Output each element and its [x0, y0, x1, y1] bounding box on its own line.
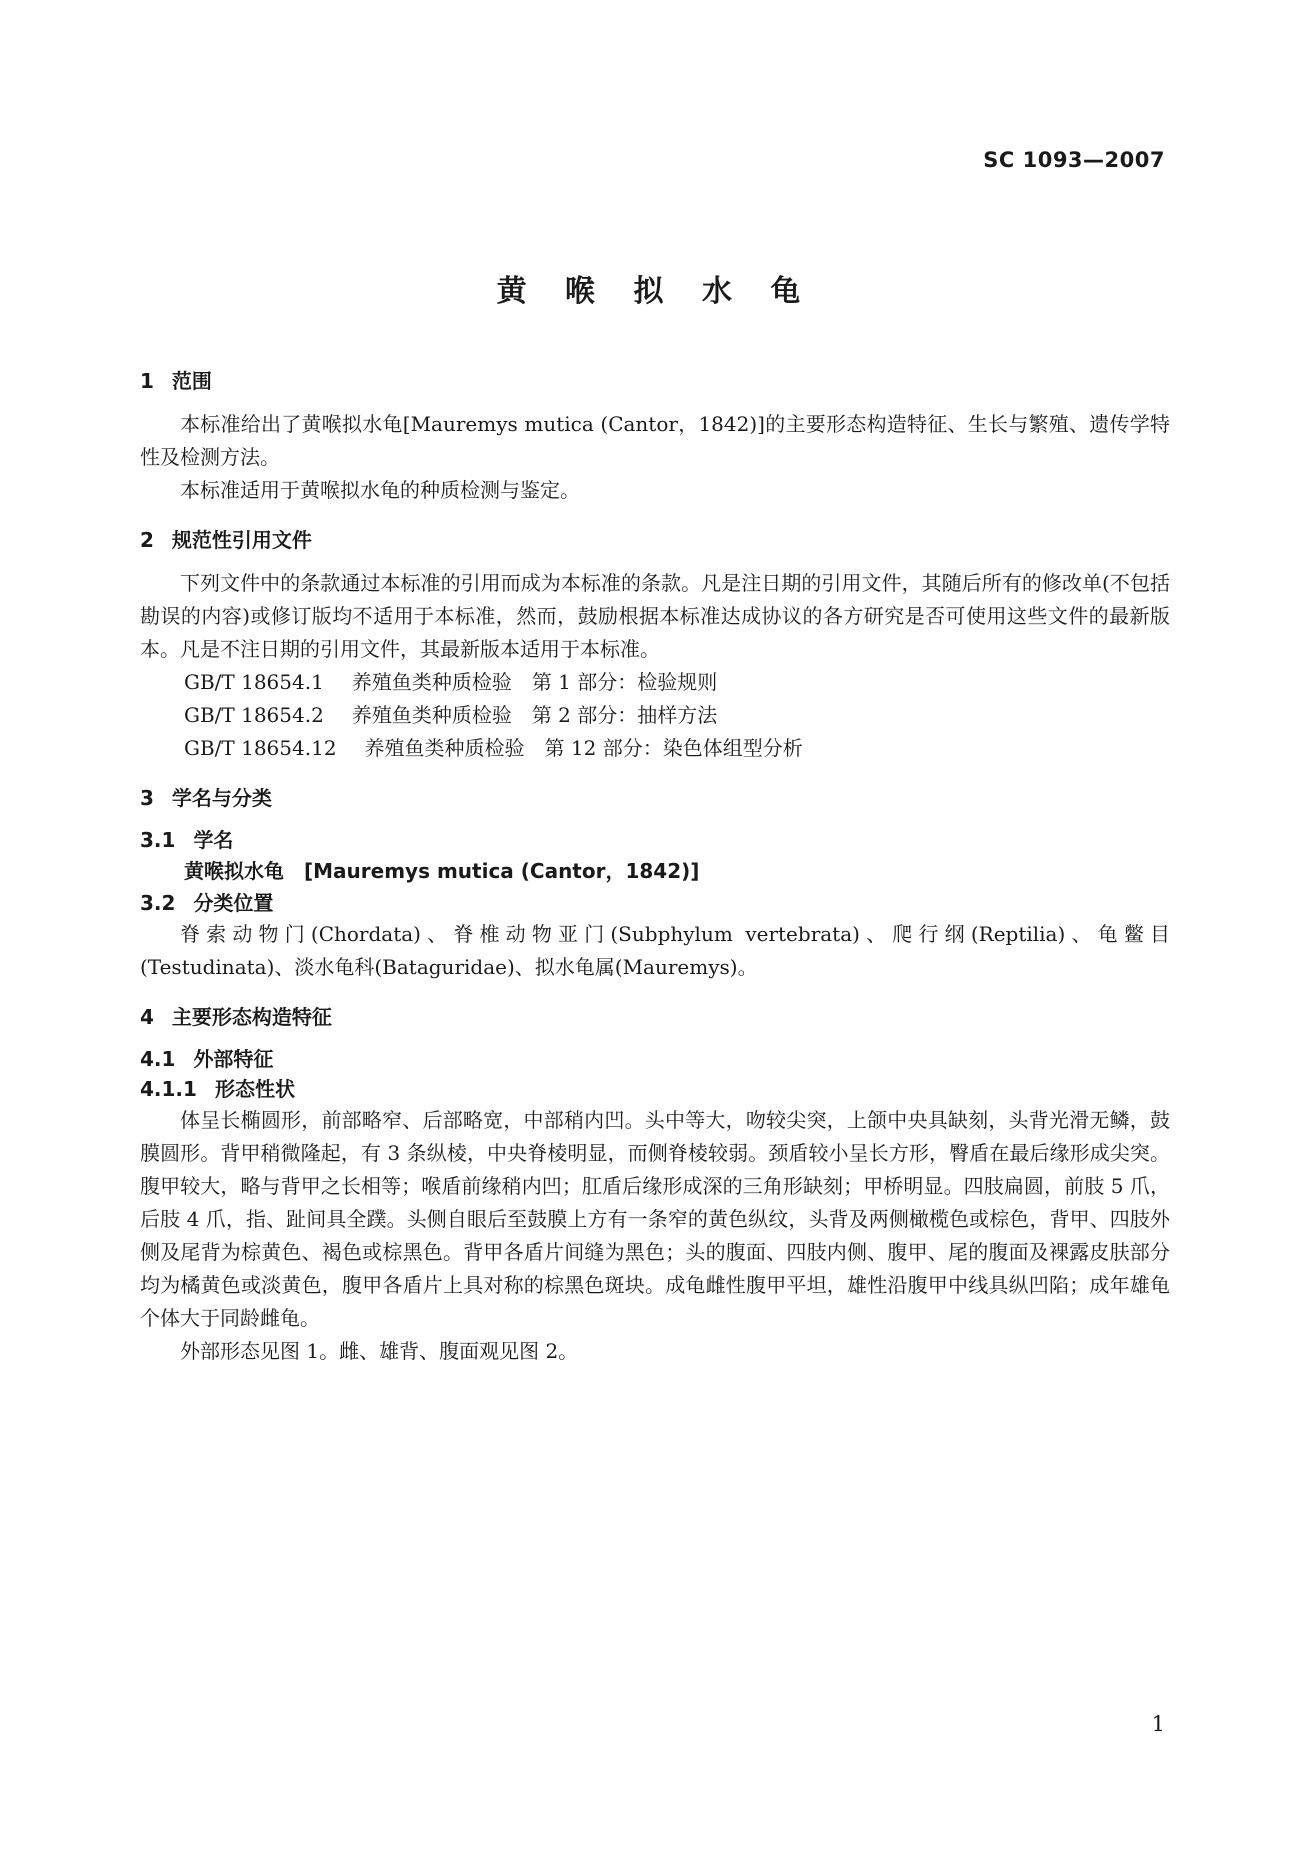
- scientific-name: 黄喉拟水龟 [Mauremys mutica (Cantor，1842)]: [184, 859, 700, 883]
- subsection-4-1-1-heading: [140, 1074, 1170, 1104]
- reference-title: 养殖鱼类种质检验 第 1 部分：检验规则: [351, 670, 718, 694]
- reference-item: [140, 732, 1170, 765]
- subsection-number: 3.1: [140, 828, 176, 852]
- reference-code: GB/T 18654.1: [184, 670, 324, 694]
- subsection-number: 4.1.1: [140, 1077, 197, 1101]
- reference-title: 养殖鱼类种质检验 第 12 部分：染色体组型分析: [364, 736, 803, 760]
- section-title: 学名与分类: [171, 786, 272, 810]
- section-number: 2: [140, 528, 154, 552]
- classification-paragraph: 脊索动物门(Chordata)、脊椎动物亚门(Subphylum vertebrata)、爬行纲(Reptilia)、龟鳖目(Testudinata)、淡水龟科(Bataguridae)、拟水龟属(Mauremys)。: [140, 922, 1170, 979]
- reference-title: 养殖鱼类种质检验 第 2 部分：抽样方法: [351, 703, 718, 727]
- subsection-title: 学名: [193, 828, 234, 852]
- section-4-heading: [140, 1002, 1170, 1032]
- subsection-3-1-heading: [140, 825, 1170, 855]
- section-title: 规范性引用文件: [171, 528, 312, 552]
- subsection-title: 外部特征: [193, 1047, 274, 1071]
- scope-paragraph-2: 本标准适用于黄喉拟水龟的种质检测与鉴定。: [180, 478, 580, 502]
- page-number: 1: [1151, 1712, 1165, 1736]
- reference-item: [140, 666, 1170, 699]
- document-body: [140, 366, 1170, 1368]
- section-title: 主要形态构造特征: [171, 1005, 332, 1029]
- section-number: 1: [140, 369, 154, 393]
- section-3-heading: [140, 783, 1170, 813]
- document-title: 黄 喉 拟 水 龟: [496, 274, 815, 309]
- section-number: 3: [140, 786, 154, 810]
- reference-item: [140, 699, 1170, 732]
- scope-paragraph-1: 本标准给出了黄喉拟水龟[Mauremys mutica (Cantor，1842)]的主要形态构造特征、生长与繁殖、遗传学特性及检测方法。: [140, 412, 1170, 469]
- figure-reference-paragraph: 外部形态见图 1。雌、雄背、腹面观见图 2。: [180, 1339, 579, 1363]
- subsection-title: 分类位置: [193, 891, 274, 915]
- subsection-number: 3.2: [140, 891, 176, 915]
- standard-code: SC 1093—2007: [983, 148, 1165, 172]
- normative-references-paragraph: 下列文件中的条款通过本标准的引用而成为本标准的条款。凡是注日期的引用文件，其随后所有的修改单(不包括勘误的内容)或修订版均不适用于本标准，然而，鼓励根据本标准达成协议的各方研究是否可使用这些文件的最新版本。凡是不注日期的引用文件，其最新版本适用于本标准。: [140, 571, 1170, 661]
- section-number: 4: [140, 1005, 154, 1029]
- reference-code: GB/T 18654.12: [184, 736, 337, 760]
- subsection-3-2-heading: [140, 888, 1170, 918]
- morphology-paragraph: 体呈长椭圆形，前部略窄、后部略宽，中部稍内凹。头中等大，吻较尖突，上颌中央具缺刻，头背光滑无鳞，鼓膜圆形。背甲稍微隆起，有 3 条纵棱，中央脊棱明显，而侧脊棱较弱。颈盾较小呈长方形，臀盾在最后缘形成尖突。腹甲较大，略与背甲之长相等；喉盾前缘稍内凹；肛盾后缘形成深的三角形缺刻；甲桥明显。四肢扁圆，前肢 5 爪，后肢 4 爪，指、趾间具全蹼。头侧自眼后至鼓膜上方有一条窄的黄色纵纹，头背及两侧橄榄色或棕色，背甲、四肢外侧及尾背为棕黄色、褐色或棕黑色。背甲各盾片间缝为黑色；头的腹面、四肢内侧、腹甲、尾的腹面及裸露皮肤部分均为橘黄色或淡黄色，腹甲各盾片上具对称的棕黑色斑块。成龟雌性腹甲平坦，雄性沿腹甲中线具纵凹陷；成年雄龟个体大于同龄雌龟。: [140, 1108, 1170, 1330]
- reference-code: GB/T 18654.2: [184, 703, 324, 727]
- subsection-4-1-heading: [140, 1044, 1170, 1074]
- subsection-number: 4.1: [140, 1047, 176, 1071]
- section-1-heading: [140, 366, 1170, 396]
- section-title: 范围: [171, 369, 212, 393]
- subsection-title: 形态性状: [214, 1077, 295, 1101]
- section-2-heading: [140, 525, 1170, 555]
